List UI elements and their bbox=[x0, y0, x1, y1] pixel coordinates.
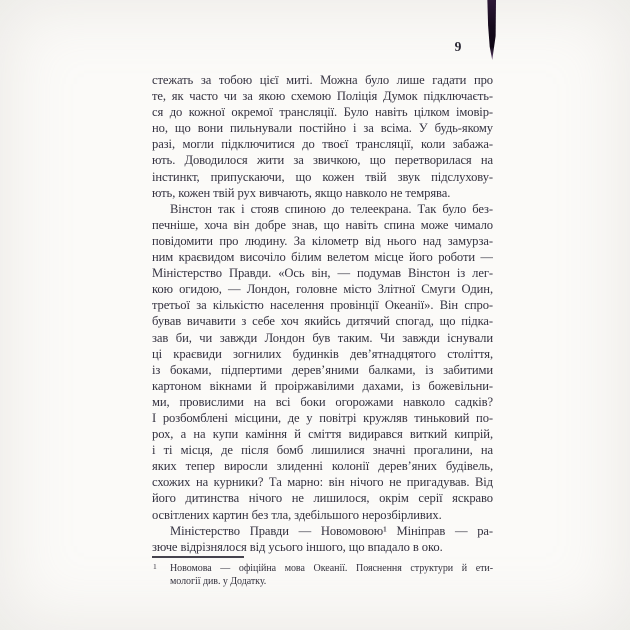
footnote-line: Новомова — офіційна мова Океанії. Пояснення структури й ети- bbox=[170, 562, 493, 574]
text-line: разі, могли підключитися до твоєї трансляції, коли забажа- bbox=[152, 137, 493, 152]
text-line: інстинкт, припускаючи, що кожен твій звук підслухову- bbox=[152, 169, 493, 184]
bookmark-ribbon-icon bbox=[487, 0, 496, 60]
text-line: рох, а на купи каміння й сміття видирався виткий кипрій, bbox=[152, 427, 493, 442]
text-line: третьої за кількістю населення провінції Океанії». Він спро- bbox=[152, 298, 493, 313]
text-line: і ті місця, де після бомб лишилися значні прогалини, на bbox=[152, 443, 493, 458]
text-line: зюче відрізнялося від усього іншого, що впадало в око. bbox=[152, 539, 443, 554]
footnote-line: мології див. у Додатку. bbox=[170, 576, 267, 588]
text-line: те, як часто чи за якою схемою Поліція Думок підключаєть- bbox=[152, 89, 493, 104]
text-line: зав би, чи завжди Лондон був таким. Чи завжди існували bbox=[152, 330, 493, 345]
text-line: його дитинства нічого не лишилося, окрім серії яскраво bbox=[152, 491, 493, 506]
footnote bbox=[152, 556, 493, 589]
text-line: Міністерство Правди. «Ось він, — подумав Вінстон із лег- bbox=[152, 266, 493, 281]
footnote-marker: 1 bbox=[153, 561, 157, 571]
page-text bbox=[152, 72, 493, 555]
text-line: печніше, хоча він добре знав, що навіть спина може чимало bbox=[152, 217, 493, 232]
footnote-body bbox=[152, 562, 493, 589]
text-line: но, що вони пильнували постійно і за всіма. У будь-якому bbox=[152, 121, 493, 136]
footnote-text bbox=[170, 562, 493, 589]
text-line: схожих на курники? Та марно: він нічого не пригадував. Від bbox=[152, 475, 493, 490]
text-line: ся до кожної окремої трансляції. Було навіть цілком імовір- bbox=[152, 105, 493, 120]
text-line: Міністерство Правди — Новомовою¹ Мініправ — ра- bbox=[170, 523, 493, 538]
text-line: освітлених картин без тла, здебільшого нерозбірливих. bbox=[152, 507, 442, 522]
text-line: І розбомблені місцини, де у повітрі кружляв тиньковий по- bbox=[152, 410, 493, 425]
text-line: ють, кожен твій рух вивчають, якщо навколо не темрява. bbox=[152, 185, 451, 200]
text-line: ють. Доводилося жити за звичкою, що перетворилася на bbox=[152, 153, 493, 168]
page-number: 9 bbox=[454, 39, 462, 54]
text-line: кою огидою, — Лондон, головне місто Злітної Смуги Один, bbox=[152, 282, 493, 297]
text-line: ми, провислими на всі боки огорожами навколо садків? bbox=[152, 394, 493, 409]
text-line: ним краєвидом височіло білим велетом місце його роботи — bbox=[152, 250, 493, 265]
text-line: картоном вікнами й проіржавілими дахами, із божевільни- bbox=[152, 378, 493, 393]
text-line: бував вичавити з себе хоч якийсь дитячий спогад, що підка- bbox=[152, 314, 493, 329]
text-line: ці краєвиди зогнилих будинків дев’ятнадцятого століття, bbox=[152, 346, 493, 361]
text-line: Вінстон так і стояв спиною до телеекрана. Так було без- bbox=[170, 201, 493, 216]
text-line: із боками, підпертими дерев’яними балками, із забитими bbox=[152, 362, 493, 377]
text-line: яких тепер виросли злиденні колонії дерев’яних будівель, bbox=[152, 459, 493, 474]
footnote-separator bbox=[152, 556, 244, 558]
text-line: повідомити про людину. За кілометр від нього над замурза- bbox=[152, 233, 493, 248]
text-line: стежать за тобою цієї миті. Можна було лише гадати про bbox=[152, 73, 493, 87]
